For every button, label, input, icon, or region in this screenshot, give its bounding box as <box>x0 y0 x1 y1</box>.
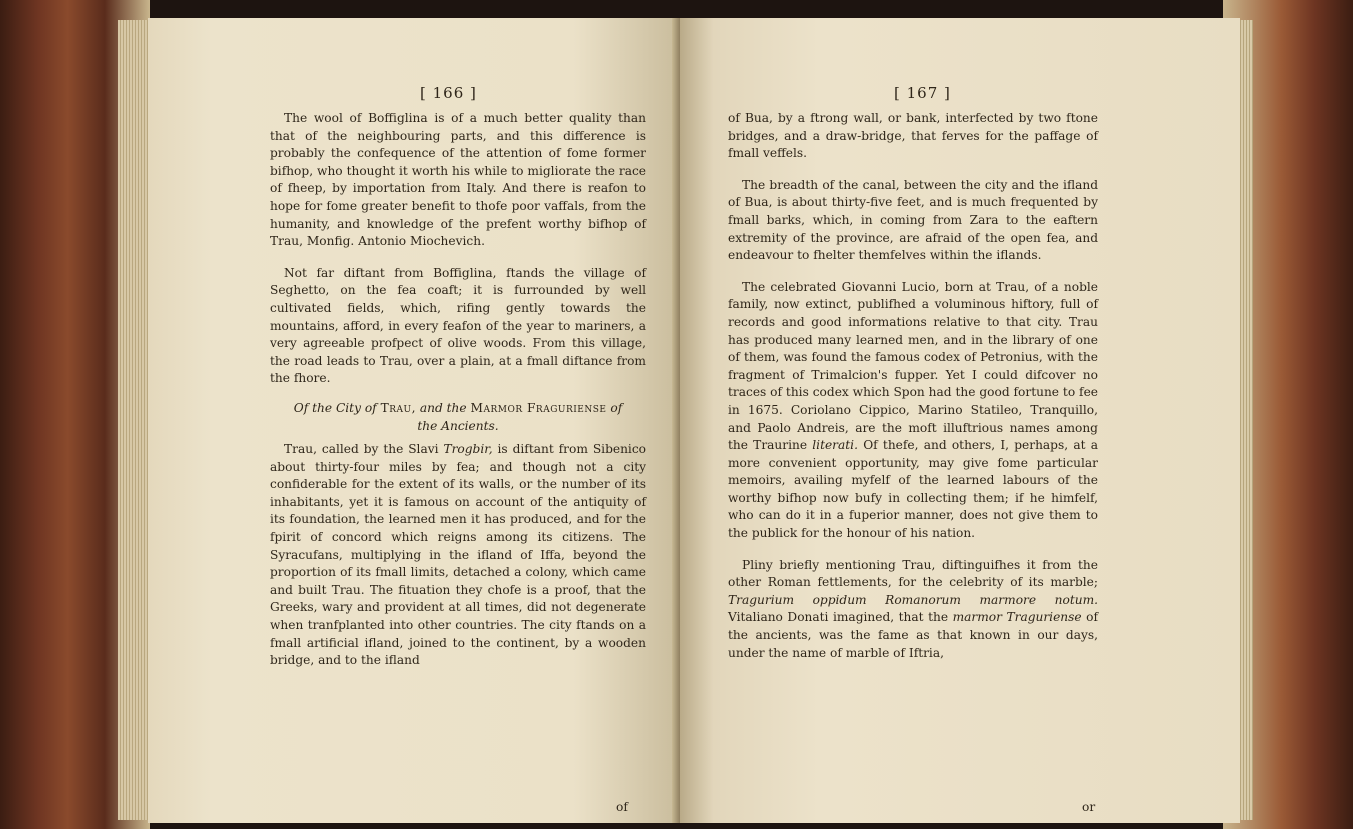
left-page-text <box>270 110 646 670</box>
section-heading-line-2: the Ancients. <box>417 418 499 433</box>
left-paragraph-1: The wool of Boffiglina is of a much better quality than that of the neighbouring parts, and this difference is probably the confequence of the attention of fome former bifhop, who thought it worth his while to migliorate the race of fheep, by importation from Italy. And there is reafon to hope for fome greater benefit to thofe poor vaffals, from the humanity, and knowledge of the prefent worthy bifhop of Trau, Monfig. Antonio Miochevich. <box>270 111 646 249</box>
right-page-header: [ 167 ] <box>894 84 951 102</box>
right-para4-mid: Vitaliano Donati imagined, that the <box>728 610 949 625</box>
right-para4-rest: of the ancients, was the fame as that known in our days, under the name of marble of Iftria, <box>728 610 1099 660</box>
heading-text-1: Of the City of <box>293 400 377 415</box>
left-paragraph-2: Not far diftant from Boffiglina, ftands the village of Seghetto, on the fea coaft; it is furrounded by well cultivated fields, which, rifing gently towards the mountains, afford, in every feafon of the year to mariners, a very agreeable profpect of olive woods. From this village, the road leads to Trau, over a plain, at a fmall diftance from the fhore. <box>270 265 646 386</box>
left-catchword: of <box>616 800 628 814</box>
heading-text-2: and the <box>419 400 467 415</box>
left-paragraph-3 <box>270 441 646 670</box>
section-heading <box>270 400 646 418</box>
right-para3-rest: Of thefe, and others, I, perhaps, at a more convenient opportunity, may give fome particular memoirs, availing myfelf of the learned labours of the worthy bifhop now bufy in collecting them; if he himfelf, who can do it in a fuperior manner, does not give them to the publick for the honour of his nation. <box>728 438 1098 541</box>
right-para3-italic: literati. <box>812 438 858 453</box>
right-para4-italic-1: Tragurium oppidum Romanorum marmore notum. <box>728 592 1098 607</box>
left-para3-italic: Trogbir, <box>443 442 493 457</box>
right-paragraph-2: The breadth of the canal, between the city and the ifland of Bua, is about thirty-five feet, and is much frequented by fmall barks, which, in coming from Zara to the eaftern extremity of the province, are afraid of the open fea, and endeavour to fhelter themfelves within the iflands. <box>728 177 1098 263</box>
right-page <box>680 18 1240 823</box>
right-catchword: or <box>1082 800 1096 814</box>
left-para3-start: Trau, called by the Slavi <box>284 442 439 457</box>
heading-text-3: of <box>610 400 623 415</box>
right-para4-italic-2: marmor Traguriense <box>952 610 1082 625</box>
heading-text-trau: Trau, <box>380 400 416 415</box>
left-para3-rest: is diftant from Sibenico about thirty-four miles by fea; and though not a city confiderable for the extent of its walls, or the number of its inhabitants, yet it is famous on account of the antiquity of its foundation, the learned men it has produced, and for the fpirit of concord which reigns among its citizens. The Syracufans, multiplying in the ifland of Iffa, beyond the proportion of its fmall limits, detached a colony, which came and built Trau. The fituation they chofe is a proof, that the Greeks, wary and provident at all times, did not degenerate when tranfplanted into other countries. The city ftands on a fmall artificial ifland, joined to the continent, by a wooden bridge, and to the ifland <box>270 442 646 668</box>
left-page-edges <box>118 20 148 820</box>
right-para3-start: The celebrated Giovanni Lucio, born at Trau, of a noble family, now extinct, publifhed a voluminous hiftory, full of records and good informations relative to that city. Trau has produced many learned men, and in the library of one of them, was found the famous codex of Petronius, with the fragment of Trimalcion's fupper. Yet I could difcover no traces of this codex which Spon had the good fortune to fee in 1675. Coriolano Cippico, Marino Statileo, Tranquillo, and Paolo Andreis, are the moft illuftrious names among the Traurine <box>728 279 1098 453</box>
heading-text-marmor: Marmor Fraguriense <box>470 400 607 415</box>
left-page <box>148 18 680 823</box>
right-paragraph-1: of Bua, by a ftrong wall, or bank, interfected by two ftone bridges, and a draw-bridge, that ferves for the paffage of fmall veffels. <box>728 111 1098 161</box>
left-page-header: [ 166 ] <box>420 84 477 102</box>
right-paragraph-4 <box>728 557 1098 663</box>
right-page-text <box>728 110 1098 662</box>
right-para4-start: Pliny briefly mentioning Trau, diftinguifhes it from the other Roman fettlements, for the celebrity of its marble; <box>728 557 1098 590</box>
right-paragraph-3 <box>728 279 1098 543</box>
